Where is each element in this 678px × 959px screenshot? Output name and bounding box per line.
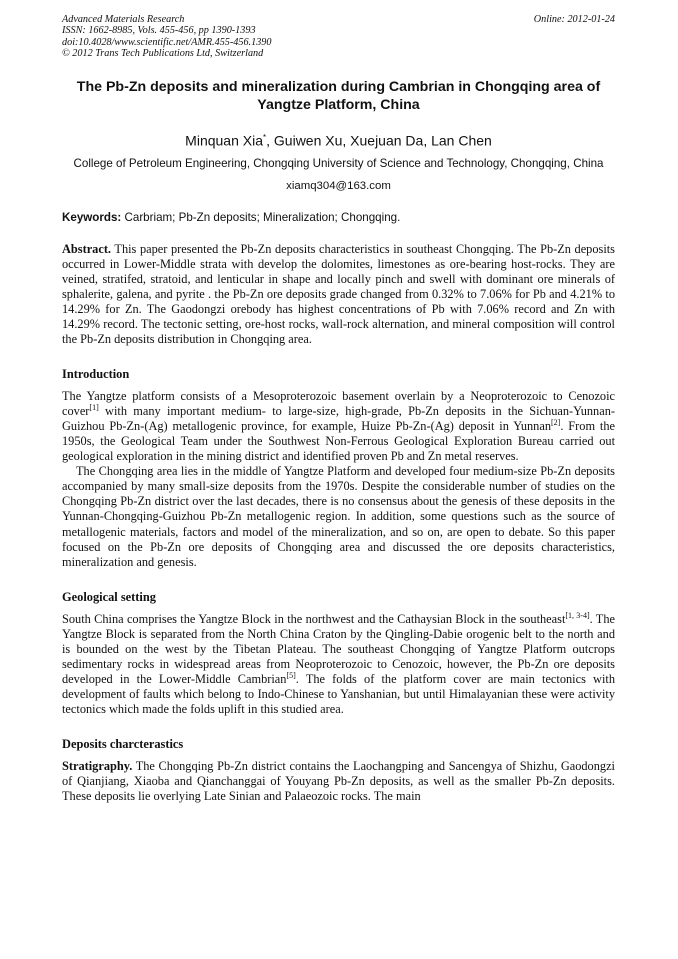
keywords-label: Keywords: xyxy=(62,210,122,224)
abstract xyxy=(62,242,615,347)
doi-line: doi:10.4028/www.scientific.net/AMR.455-456.1390 xyxy=(62,36,272,48)
stratigraphy-text: The Chongqing Pb-Zn district contains the Laochangping and Sancengya of Shizhu, Gaodongzi of Qianjiang, Xiaoba and Qianchanggai of Youyang Pb-Zn deposits, as well as the smaller Pb-Zn deposits. These deposits lie overlying Late Sinian and Palaeozoic rocks. The main xyxy=(62,759,615,804)
email: xiamq304@163.com xyxy=(286,179,391,192)
paper-page xyxy=(62,14,615,804)
citation: [5] xyxy=(286,670,296,680)
intro-text-b: with many important medium- to large-size, high-grade, Pb-Zn deposits in the Sichuan-Yunnan-Guizhou Pb-Zn-(Ag) metallogenic province, for example, Huize Pb-Zn-(Ag) deposit in Yunnan xyxy=(62,404,615,434)
intro-paragraph-1 xyxy=(62,389,615,464)
author-first: Minquan Xia xyxy=(185,132,263,149)
journal-name: Advanced Materials Research xyxy=(62,14,185,25)
citation: [1, 3-4] xyxy=(565,610,590,620)
citation: [1] xyxy=(89,403,99,413)
intro-text-c: . From the 1950s, the Geological Team under the Southwest Non-Ferrous Geological Exploration Bureau carried out geological exploration in the mining district and identified proven Pb and Zn metal reserves. xyxy=(62,419,615,464)
section-heading-deposits: Deposits charcterastics xyxy=(62,737,184,751)
affiliation: College of Petroleum Engineering, Chongqing University of Science and Technology, Chongqing, China xyxy=(73,157,604,171)
geo-text-c: . The folds of the platform cover are main tectonics with development of faults which belong to Indo-Chinese to Yanshanian, but until Himalayanian these were activity tectonics which made the folds uplift in this studied area. xyxy=(62,671,615,716)
corresponding-mark: * xyxy=(263,132,267,142)
section-heading-geological: Geological setting xyxy=(62,589,156,604)
issn-line: ISSN: 1662-8985, Vols. 455-456, pp 1390-1393 xyxy=(62,25,256,37)
journal-header xyxy=(62,14,615,60)
citation: [2] xyxy=(551,418,561,428)
intro-paragraph-2: The Chongqing area lies in the middle of Yangtze Platform and developed four medium-size Pb-Zn deposits accompanied by many small-size deposits from the 1970s. Despite the considerable number of studies on the Chongqing Pb-Zn district over the last decades, there is no consensus about the genesis of these deposits in the Yunnan-Chongqing-Guizhou Pb-Zn metallogenic region. In addition, some questions such as the source of metallogenic materials, factors and model of the mineralization, and so on, are open to debate. So this paper focused on the Pb-Zn ore deposits of Chongqing area and discussed the ore deposits characteristics, mineralization and genesis. xyxy=(62,464,615,569)
author-rest: , Guiwen Xu, Xuejuan Da, Lan Chen xyxy=(266,132,492,149)
online-date: Online: 2012-01-24 xyxy=(533,14,615,25)
author-list xyxy=(62,129,615,150)
geo-text-b: . The Yangtze Block is separated from the North China Craton by the Qingling-Dabie orogenic belt to the north and is bounded on the west by the Tibetan Plateau. The southeast Chongqing of Yangtze Platform outcrops sedimentary rocks in widespread areas from Neoproterozoic to Cenozoic, however, the Pb-Zn ore deposits developed in the Lower-Middle Cambrian xyxy=(62,611,615,686)
section-heading-introduction: Introduction xyxy=(62,367,130,382)
geological-paragraph xyxy=(62,612,615,717)
deposits-paragraph xyxy=(62,759,615,804)
abstract-label: Abstract. xyxy=(62,241,112,256)
stratigraphy-label: Stratigraphy. xyxy=(62,759,133,773)
keywords xyxy=(62,211,615,225)
intro-text-a: The Yangtze platform consists of a Mesoproterozoic basement overlain by a Neoproterozoic to Cenozoic cover xyxy=(62,389,615,419)
abstract-text: This paper presented the Pb-Zn deposits characteristics in southeast Chongqing. The Pb-Zn deposits occurred in Lower-Middle strata with develop the dolomites, limestones as ore-bearing host-rocks. They are veined, stratifed, stratoid, and lenticular in shape and locally pinch and swell with dominant ore minerals of sphalerite, galena, and pyrite . the Pb-Zn ore deposits grade changed from 0.32% to 7.06% for Pb and 4.21% to 14.29% for Zn. The Gaodongzi orebody has highest concentrations of Pb with 7.06% record and Zn with 14.29% record. The tectonic setting, ore-host rocks, wall-rock alternation, and mineral composition will control the Pb-Zn deposits distribution in Chongqing area. xyxy=(62,241,615,347)
geo-text-a: South China comprises the Yangtze Block in the northwest and the Cathaysian Block in the southeast xyxy=(62,611,566,626)
keywords-text: Carbriam; Pb-Zn deposits; Mineralization; Chongqing. xyxy=(121,210,401,224)
paper-title: The Pb-Zn deposits and mineralization during Cambrian in Chongqing area of Yangtze Platform, China xyxy=(76,78,601,114)
copyright-line: © 2012 Trans Tech Publications Ltd, Switzerland xyxy=(62,48,264,60)
